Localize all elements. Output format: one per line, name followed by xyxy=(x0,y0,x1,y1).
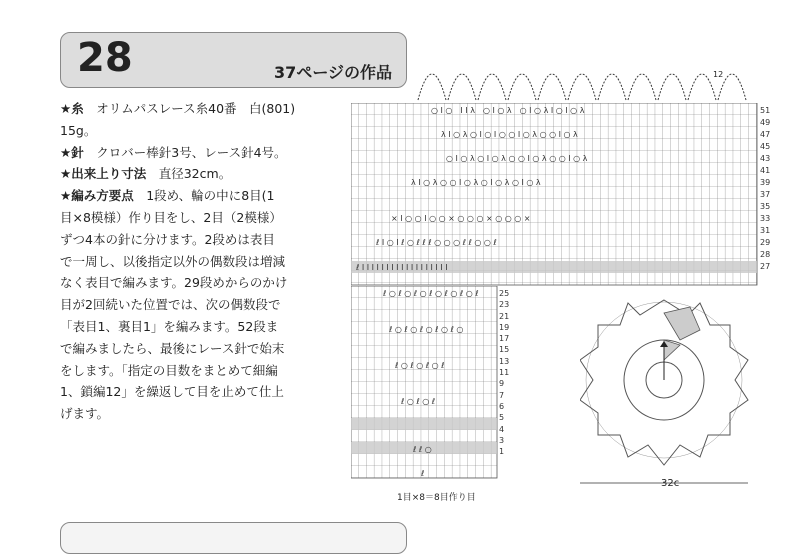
row-number: 43 xyxy=(760,154,771,163)
materials-label: ★糸 xyxy=(60,101,84,116)
diameter-label: 32c xyxy=(661,478,680,489)
needles-label: ★針 xyxy=(60,144,84,160)
row-number: 6 xyxy=(499,401,505,411)
svg-text:○ I ○ I I λ ○ I ○ λ ○ I ○ λ I: ○ I ○ I I λ ○ I ○ λ ○ I ○ λ I ○ I ○ λ xyxy=(431,106,585,115)
materials-text-2: 15g。 xyxy=(60,122,97,138)
size-label: ★出来上り寸法 xyxy=(60,166,147,182)
row-number: 7 xyxy=(499,390,505,400)
row-number: 3 xyxy=(499,435,505,445)
svg-text:ℓ I I I I I I I I I I I I I I: ℓ I I I I I I I I I I I I I I I I I I xyxy=(356,263,448,272)
howto-line: で編みましたら、最後にレース針で始末 xyxy=(60,340,285,356)
row-number: 25 xyxy=(499,289,510,298)
row-number: 31 xyxy=(760,226,771,235)
row-number: 28 xyxy=(760,250,771,259)
knitting-chart-lower xyxy=(351,286,501,480)
row-number: 1 xyxy=(499,447,505,457)
row-number: 33 xyxy=(760,214,771,223)
svg-text:ℓ ○ ℓ ○ ℓ ○ ℓ ○ ℓ ○: ℓ ○ ℓ ○ ℓ ○ ℓ ○ ℓ ○ xyxy=(389,325,464,334)
row-number: 37 xyxy=(760,190,771,199)
doily-diagram xyxy=(580,285,780,485)
row-number: 9 xyxy=(499,379,505,389)
howto-line: げます。 xyxy=(60,406,110,422)
row-number: 29 xyxy=(760,238,771,247)
row-number: 39 xyxy=(760,178,771,187)
pattern-number: 28 xyxy=(77,35,133,81)
howto-line: 1、鎖編12」を繰返して目を止めて仕上 xyxy=(60,384,284,400)
svg-text:λ I ○ λ ○ ○ I ○ λ ○ I ○ λ ○ I: λ I ○ λ ○ ○ I ○ λ ○ I ○ λ ○ I ○ λ xyxy=(411,178,541,187)
chain-count-label: 12 xyxy=(713,70,724,79)
svg-text:ℓ I ○ I ℓ ○ ℓ ℓ ℓ ○ ○ ○ ℓ ℓ ○: ℓ I ○ I ℓ ○ ℓ ℓ ℓ ○ ○ ○ ℓ ℓ ○ ○ ℓ xyxy=(376,238,497,247)
row-number: 19 xyxy=(499,322,510,332)
row-number: 47 xyxy=(760,130,771,139)
row-number: 35 xyxy=(760,202,771,211)
howto-line: なく表目で編みます。29段めからのかけ xyxy=(60,275,288,291)
knitting-chart-upper xyxy=(351,103,761,287)
howto-line: 目が2回続いた位置では、次の偶数段で xyxy=(60,297,281,313)
howto-line: 1段め、輪の中に8目(1 xyxy=(146,188,275,204)
lower-row-numbers xyxy=(499,288,509,457)
instructions xyxy=(60,98,342,425)
howto-line: ずつ4本の針に分けます。2段めは表目 xyxy=(60,231,275,247)
svg-text:× I ○ ○ I ○ ○ × ○ ○ ○ × ○ ○ ○: × I ○ ○ I ○ ○ × ○ ○ ○ × ○ ○ ○ × xyxy=(391,214,531,223)
row-number: 17 xyxy=(499,334,510,344)
howto-line: で一周し、以後指定以外の偶数段は増減 xyxy=(60,253,286,269)
row-number: 11 xyxy=(499,368,510,378)
pattern-header xyxy=(60,32,407,88)
row-number: 27 xyxy=(760,262,771,271)
svg-text:ℓ: ℓ xyxy=(421,469,425,478)
upper-row-numbers xyxy=(760,105,770,273)
row-number: 21 xyxy=(499,311,510,321)
howto-label: ★編み方要点 xyxy=(60,188,134,204)
svg-text:ℓ ○ ℓ ○ ℓ: ℓ ○ ℓ ○ ℓ xyxy=(401,397,436,406)
row-number: 51 xyxy=(760,106,771,115)
row-number: 13 xyxy=(499,356,510,366)
howto-line: をします。「指定の目数をまとめて細編 xyxy=(60,362,278,378)
row-number: 41 xyxy=(760,166,771,175)
row-number: 49 xyxy=(760,118,771,127)
row-number: 5 xyxy=(499,413,505,423)
svg-text:○ I ○ λ ○ I ○ λ ○ ○ I ○ λ ○ ○: ○ I ○ λ ○ I ○ λ ○ ○ I ○ λ ○ ○ I ○ λ xyxy=(446,154,588,163)
svg-text:λ I ○ λ ○ I ○ I ○ ○ I ○ λ ○ ○: λ I ○ λ ○ I ○ I ○ ○ I ○ λ ○ ○ I ○ λ xyxy=(441,130,578,139)
needles-text: クロバー棒針3号、レース針4号。 xyxy=(96,144,287,160)
next-pattern-header xyxy=(60,522,407,554)
page-reference: 37ページの作品 xyxy=(274,63,392,82)
row-number: 23 xyxy=(499,300,510,310)
howto-line: 目×8模様）作り目をし、2目（2模様） xyxy=(60,209,282,225)
row-number: 15 xyxy=(499,345,510,355)
row-number: 4 xyxy=(499,424,505,434)
chain-loops xyxy=(400,50,760,105)
materials-text: オリムパスレース糸40番 白(801) xyxy=(96,101,296,116)
svg-text:ℓ ○ ℓ ○ ℓ ○ ℓ ○ ℓ ○ ℓ ○ ℓ: ℓ ○ ℓ ○ ℓ ○ ℓ ○ ℓ ○ ℓ ○ ℓ xyxy=(383,289,479,298)
row-number: 45 xyxy=(760,142,771,151)
svg-text:ℓ ○ ℓ ○ ℓ ○ ℓ: ℓ ○ ℓ ○ ℓ ○ ℓ xyxy=(395,361,445,370)
cast-on-label: 1目×8＝8目作り目 xyxy=(397,493,476,503)
size-text: 直径32cm。 xyxy=(158,166,232,182)
howto-line: 「表目1、裏目1」を編みます。52段ま xyxy=(60,318,279,334)
svg-text:ℓ ℓ ○: ℓ ℓ ○ xyxy=(413,445,432,454)
